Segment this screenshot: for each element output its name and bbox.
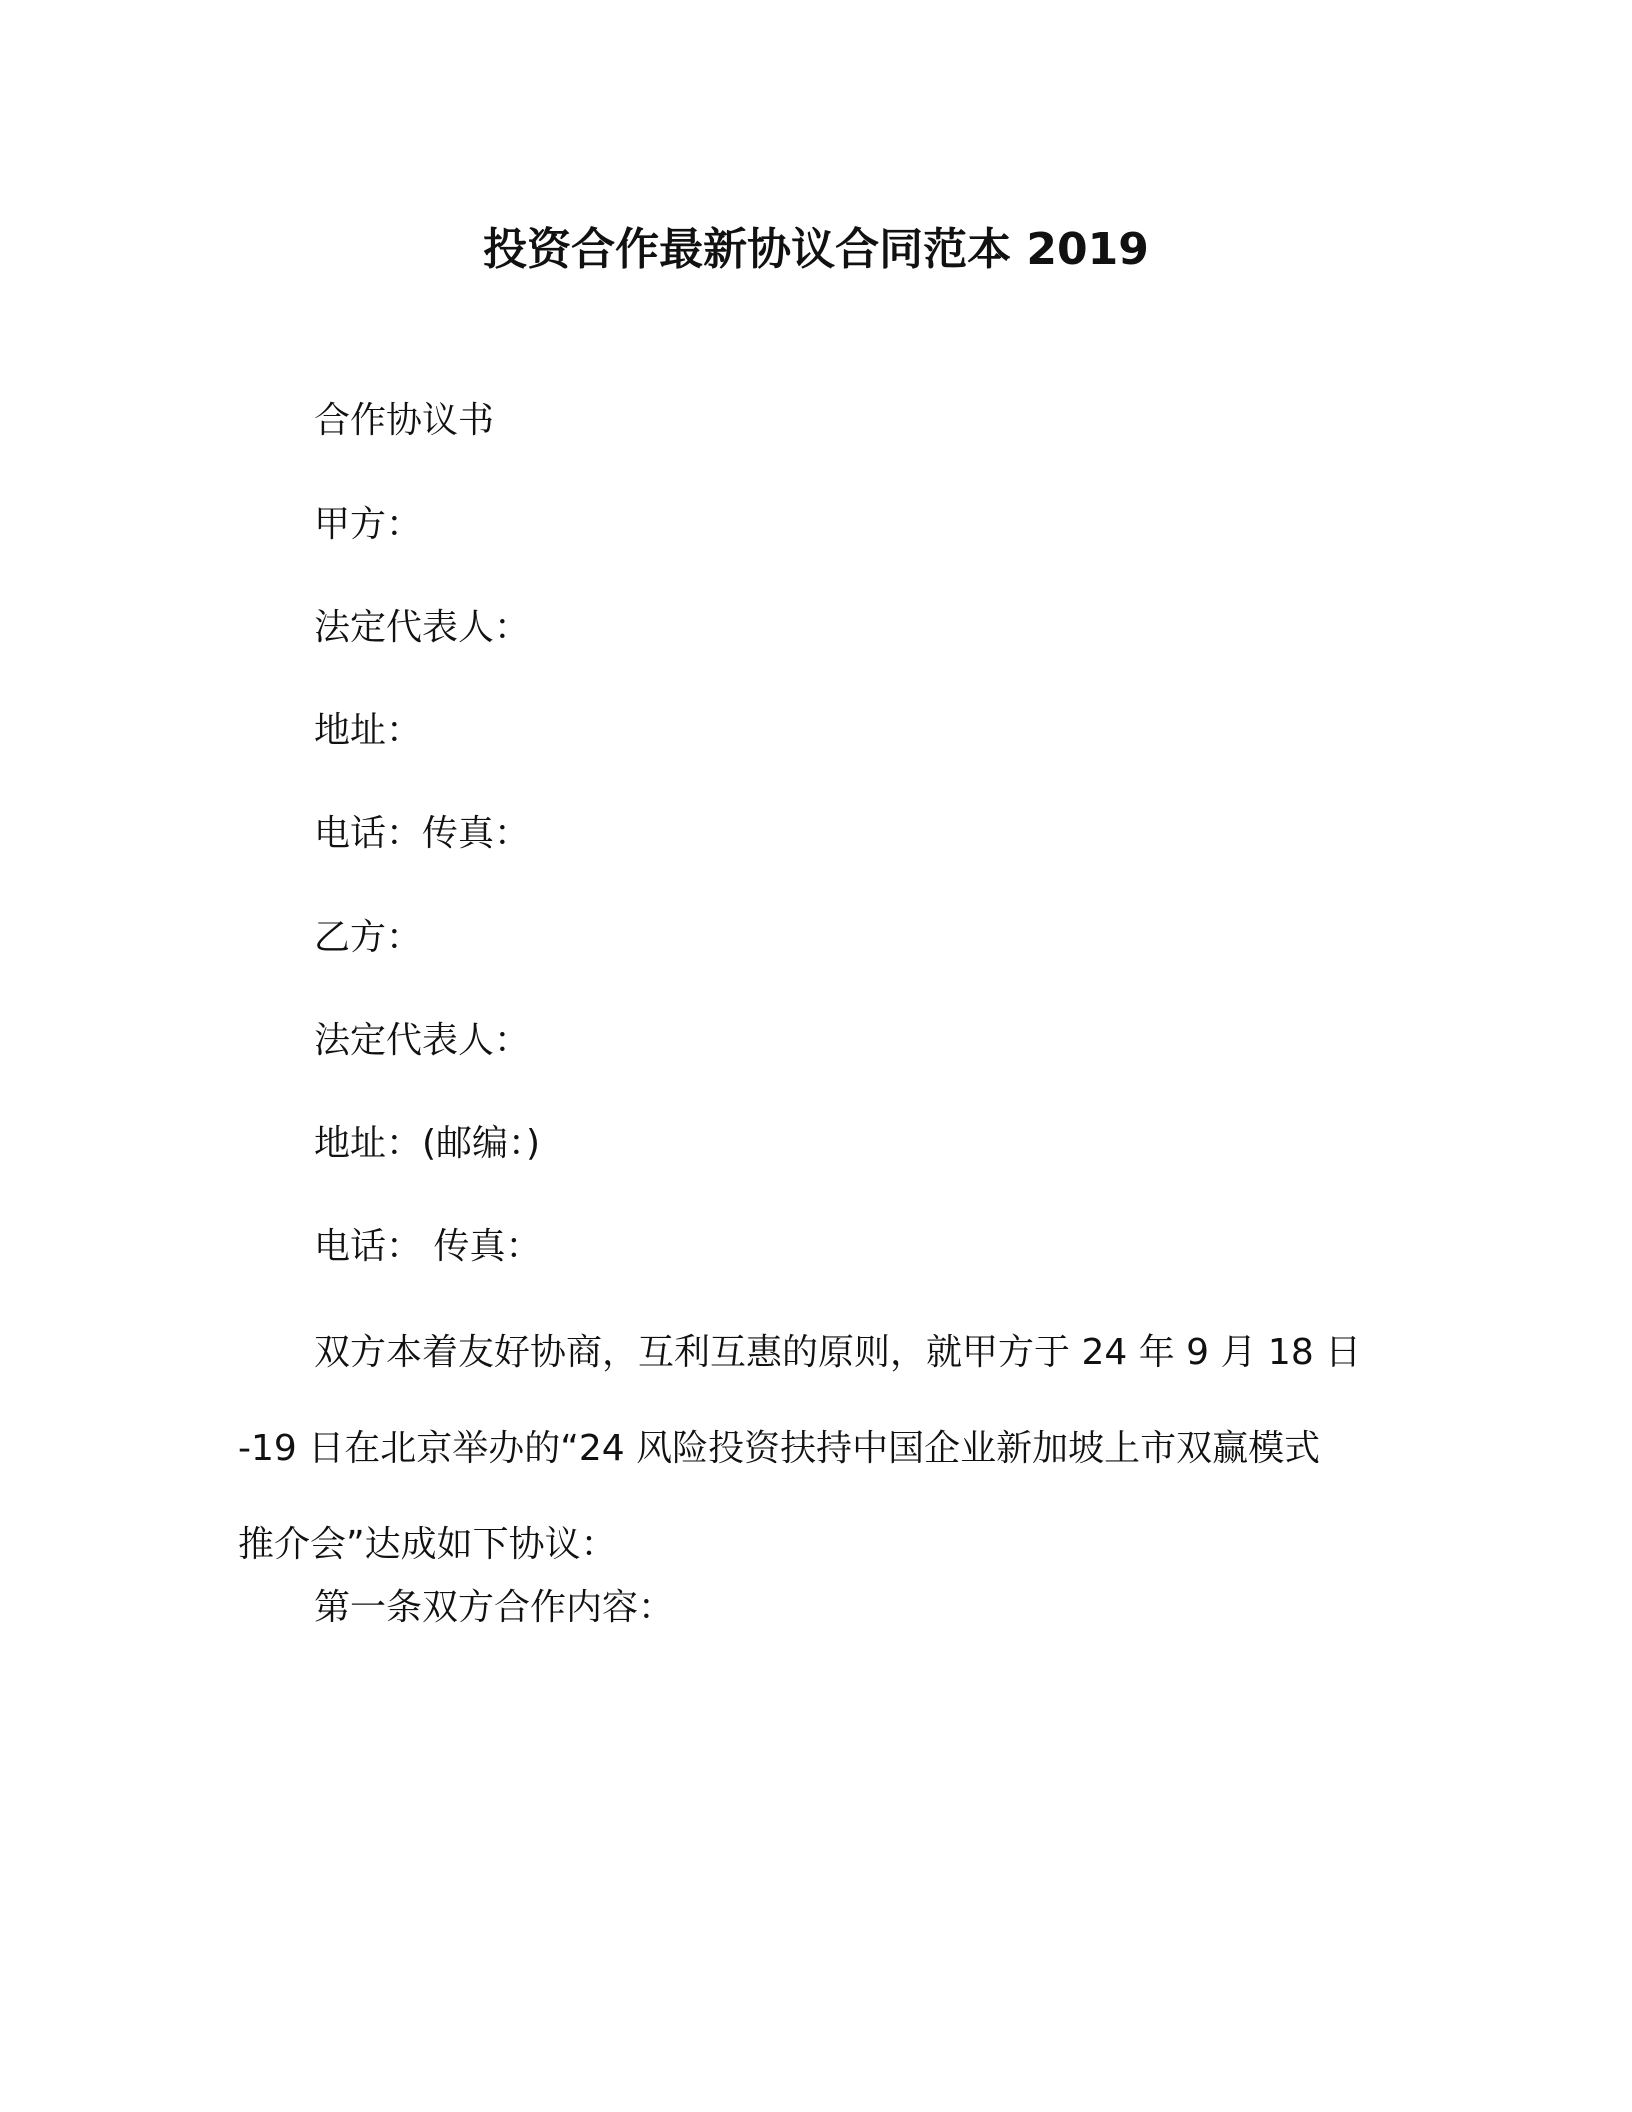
article-1-heading: 第一条双方合作内容：	[314, 1587, 675, 1628]
preamble-line: -19 日在北京举办的“24 风险投资扶持中国企业新加坡上市双赢模式	[238, 1428, 1321, 1469]
preamble-paragraph	[238, 1325, 1370, 1613]
party-a-legal-rep-label: 法定代表人：	[314, 607, 531, 648]
party-b-label: 乙方：	[314, 917, 423, 958]
party-b-legal-rep-label: 法定代表人：	[314, 1020, 531, 1061]
party-a-address-label: 地址：	[314, 710, 423, 751]
agreement-heading: 合作协议书	[314, 400, 495, 441]
document-title: 投资合作最新协议合同范本 2019	[483, 224, 1149, 275]
party-b-address-label: 地址：(邮编：)	[314, 1123, 541, 1164]
party-a-phone-fax-label: 电话：传真：	[314, 813, 531, 854]
preamble-line: 推介会”达成如下协议：	[238, 1524, 617, 1565]
party-a-label: 甲方：	[314, 504, 423, 545]
preamble-line: 双方本着友好协商，互利互惠的原则，就甲方于 24 年 9 月 18 日	[314, 1332, 1362, 1373]
party-b-phone-fax-label: 电话： 传真：	[314, 1226, 542, 1267]
